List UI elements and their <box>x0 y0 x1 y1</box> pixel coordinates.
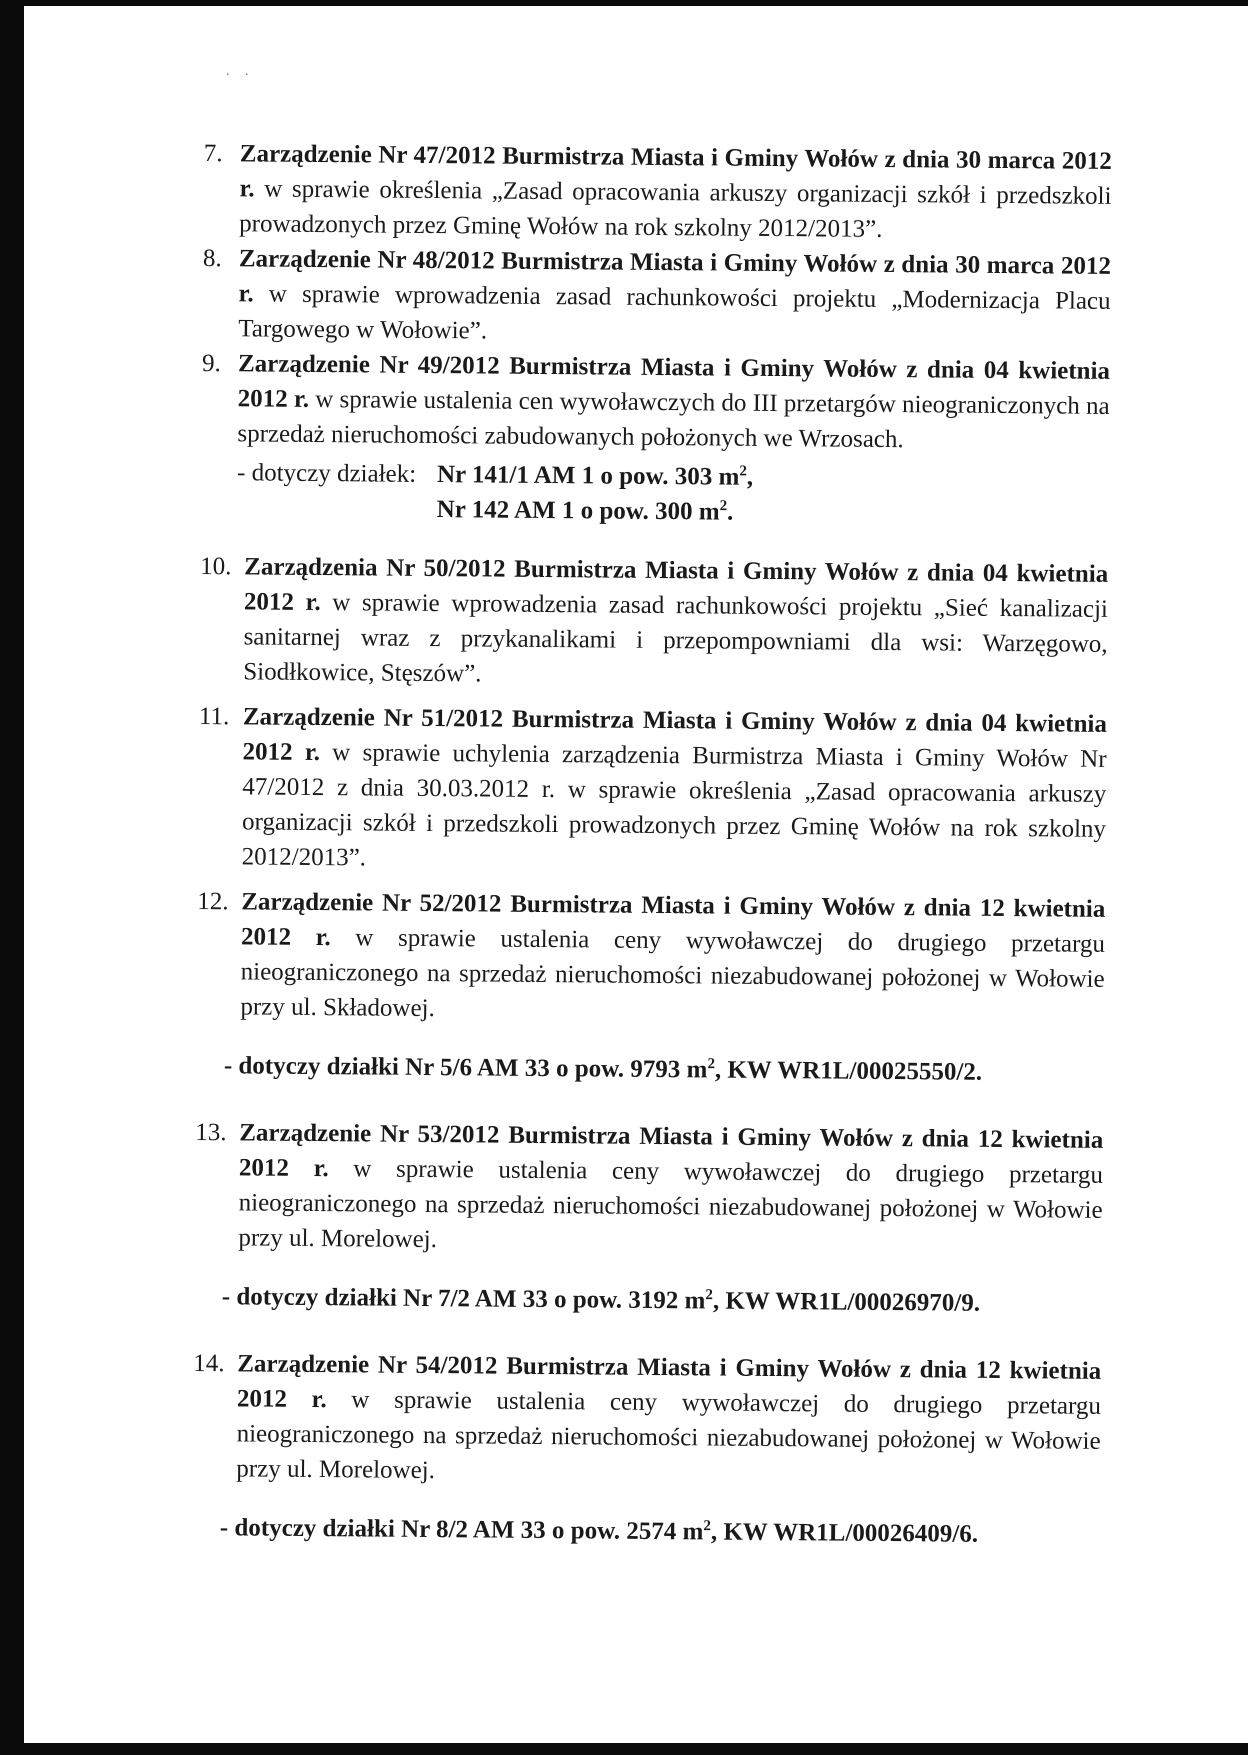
item-number: 12. <box>197 887 229 916</box>
item-text <box>237 346 1110 459</box>
item-number: 8. <box>202 244 222 273</box>
item-description: w sprawie wprowadzenia zasad rachunkowości projektu „Sieć kanalizacji sanitarnej wraz z przykanalikami i przepompowniami dla wsi: Warzęgowo, Siodłkowice, Stęszów”. <box>243 589 1109 688</box>
item-title: Zarządzenie Nr 54/2012 Burmistrza Miasta i Gminy Wołów z dnia 12 kwietnia 2012 r. <box>236 1350 1102 1414</box>
item-title: Zarządzenie Nr 48/2012 Burmistrza Miasta i Gminy Wołów z dnia 30 marca 2012 r. <box>238 245 1112 308</box>
scan-border-bottom <box>0 1743 1248 1755</box>
item-text <box>238 1115 1103 1263</box>
item-description: w sprawie ustalenia ceny wywoławczej do drugiego przetargu nieograniczonego na sprzedaż nieruchomości niezabudowanej położonej w Wołowie przy ul. Morelowej. <box>236 1386 1102 1485</box>
item-number: 14. <box>193 1349 225 1378</box>
item-description: w sprawie wprowadzenia zasad rachunkowości projektu „Modernizacja Placu Targowego w Wołowie”. <box>238 280 1111 345</box>
list-item-8 <box>202 241 1111 354</box>
list-item-14 <box>192 1346 1101 1494</box>
item-title: Zarządzenie Nr 53/2012 Burmistrza Miasta i Gminy Wołów z dnia 12 kwietnia 2012 r. <box>238 1119 1104 1183</box>
list-item-12 <box>196 884 1105 1032</box>
item-number: 11. <box>198 702 230 731</box>
item-number: 7. <box>203 139 223 168</box>
scan-border-top <box>0 0 1248 6</box>
item-description: w sprawie uchylenia zarządzenia Burmistrza Miasta i Gminy Wołów Nr 47/2012 z dnia 30.03.2012 r. w sprawie określenia „Zasad opracowania arkuszy organizacji szkół i przedszkoli prowadzonych przez Gminę Wołów na rok szkolny 2012/2013”. <box>241 739 1107 872</box>
scan-border-left <box>0 0 24 1755</box>
item-number: 9. <box>201 349 221 378</box>
list-item-10 <box>199 549 1108 697</box>
list-item-11 <box>198 699 1107 882</box>
scan-specks: . . <box>226 64 255 79</box>
parcel-line-13: - dotyczy działki Nr 7/2 AM 33 o pow. 3192 $m^2$, KW WR1L/00026970/9. <box>221 1283 981 1317</box>
item-description: w sprawie ustalenia ceny wywoławczej do drugiego przetargu nieograniczonego na sprzedaż nieruchomości niezabudowanej położonej w Wołowie przy ul. Składowej. <box>240 924 1106 1023</box>
item-text <box>238 241 1111 354</box>
item-title: Zarządzenie Nr 47/2012 Burmistrza Miasta i Gminy Wołów z dnia 30 marca 2012 r. <box>239 140 1112 203</box>
parcel-value: Nr 142 AM 1 o pow. 300 $m^2$. <box>436 496 734 526</box>
item-title: Zarządzenia Nr 50/2012 Burmistrza Miasta i Gminy Wołów z dnia 04 kwietnia 2012 r. <box>243 553 1109 617</box>
item-title: Zarządzenie Nr 52/2012 Burmistrza Miasta i Gminy Wołów z dnia 12 kwietnia 2012 r. <box>240 888 1106 952</box>
parcel-line-14: - dotyczy działki Nr 8/2 AM 33 o pow. 2574 $m^2$, KW WR1L/00026409/6. <box>219 1514 979 1548</box>
parcel-value: Nr 141/1 AM 1 o pow. 303 $m^2$, <box>436 461 754 491</box>
list-item-9 <box>201 346 1110 459</box>
parcels-item-9 <box>201 455 1110 533</box>
parcel-line-12: - dotyczy działki Nr 5/6 AM 33 o pow. 9793 $m^2$, KW WR1L/00025550/2. <box>223 1052 983 1086</box>
item-description: w sprawie określenia „Zasad opracowania arkuszy organizacji szkół i przedszkoli prowadzonych przez Gminę Wołów na rok szkolny 2012/2013”. <box>239 175 1112 243</box>
item-description: w sprawie ustalenia ceny wywoławczej do drugiego przetargu nieograniczonego na sprzedaż nieruchomości niezabudowanej położonej w Wołowie przy ul. Morelowej. <box>238 1155 1104 1254</box>
document-body <box>192 136 1112 1553</box>
item-text <box>243 549 1108 697</box>
item-number: 13. <box>195 1118 227 1147</box>
item-text <box>239 136 1112 249</box>
list-item-7 <box>203 136 1112 249</box>
parcels-label: - dotyczy działek: <box>236 459 417 488</box>
list-item-13 <box>194 1115 1103 1263</box>
item-description: w sprawie ustalenia cen wywoławczych do III przetargów nieograniczonych na sprzedaż nieruchomości zabudowanych położonych we Wrzosach. <box>237 385 1110 454</box>
item-number: 10. <box>200 552 232 581</box>
item-text <box>242 699 1107 882</box>
item-title: Zarządzenie Nr 49/2012 Burmistrza Miasta i Gminy Wołów z dnia 04 kwietnia 2012 r. <box>237 350 1111 413</box>
item-text <box>240 884 1105 1032</box>
item-text <box>236 1346 1101 1494</box>
item-title: Zarządzenie Nr 51/2012 Burmistrza Miasta i Gminy Wołów z dnia 04 kwietnia 2012 r. <box>242 703 1108 767</box>
